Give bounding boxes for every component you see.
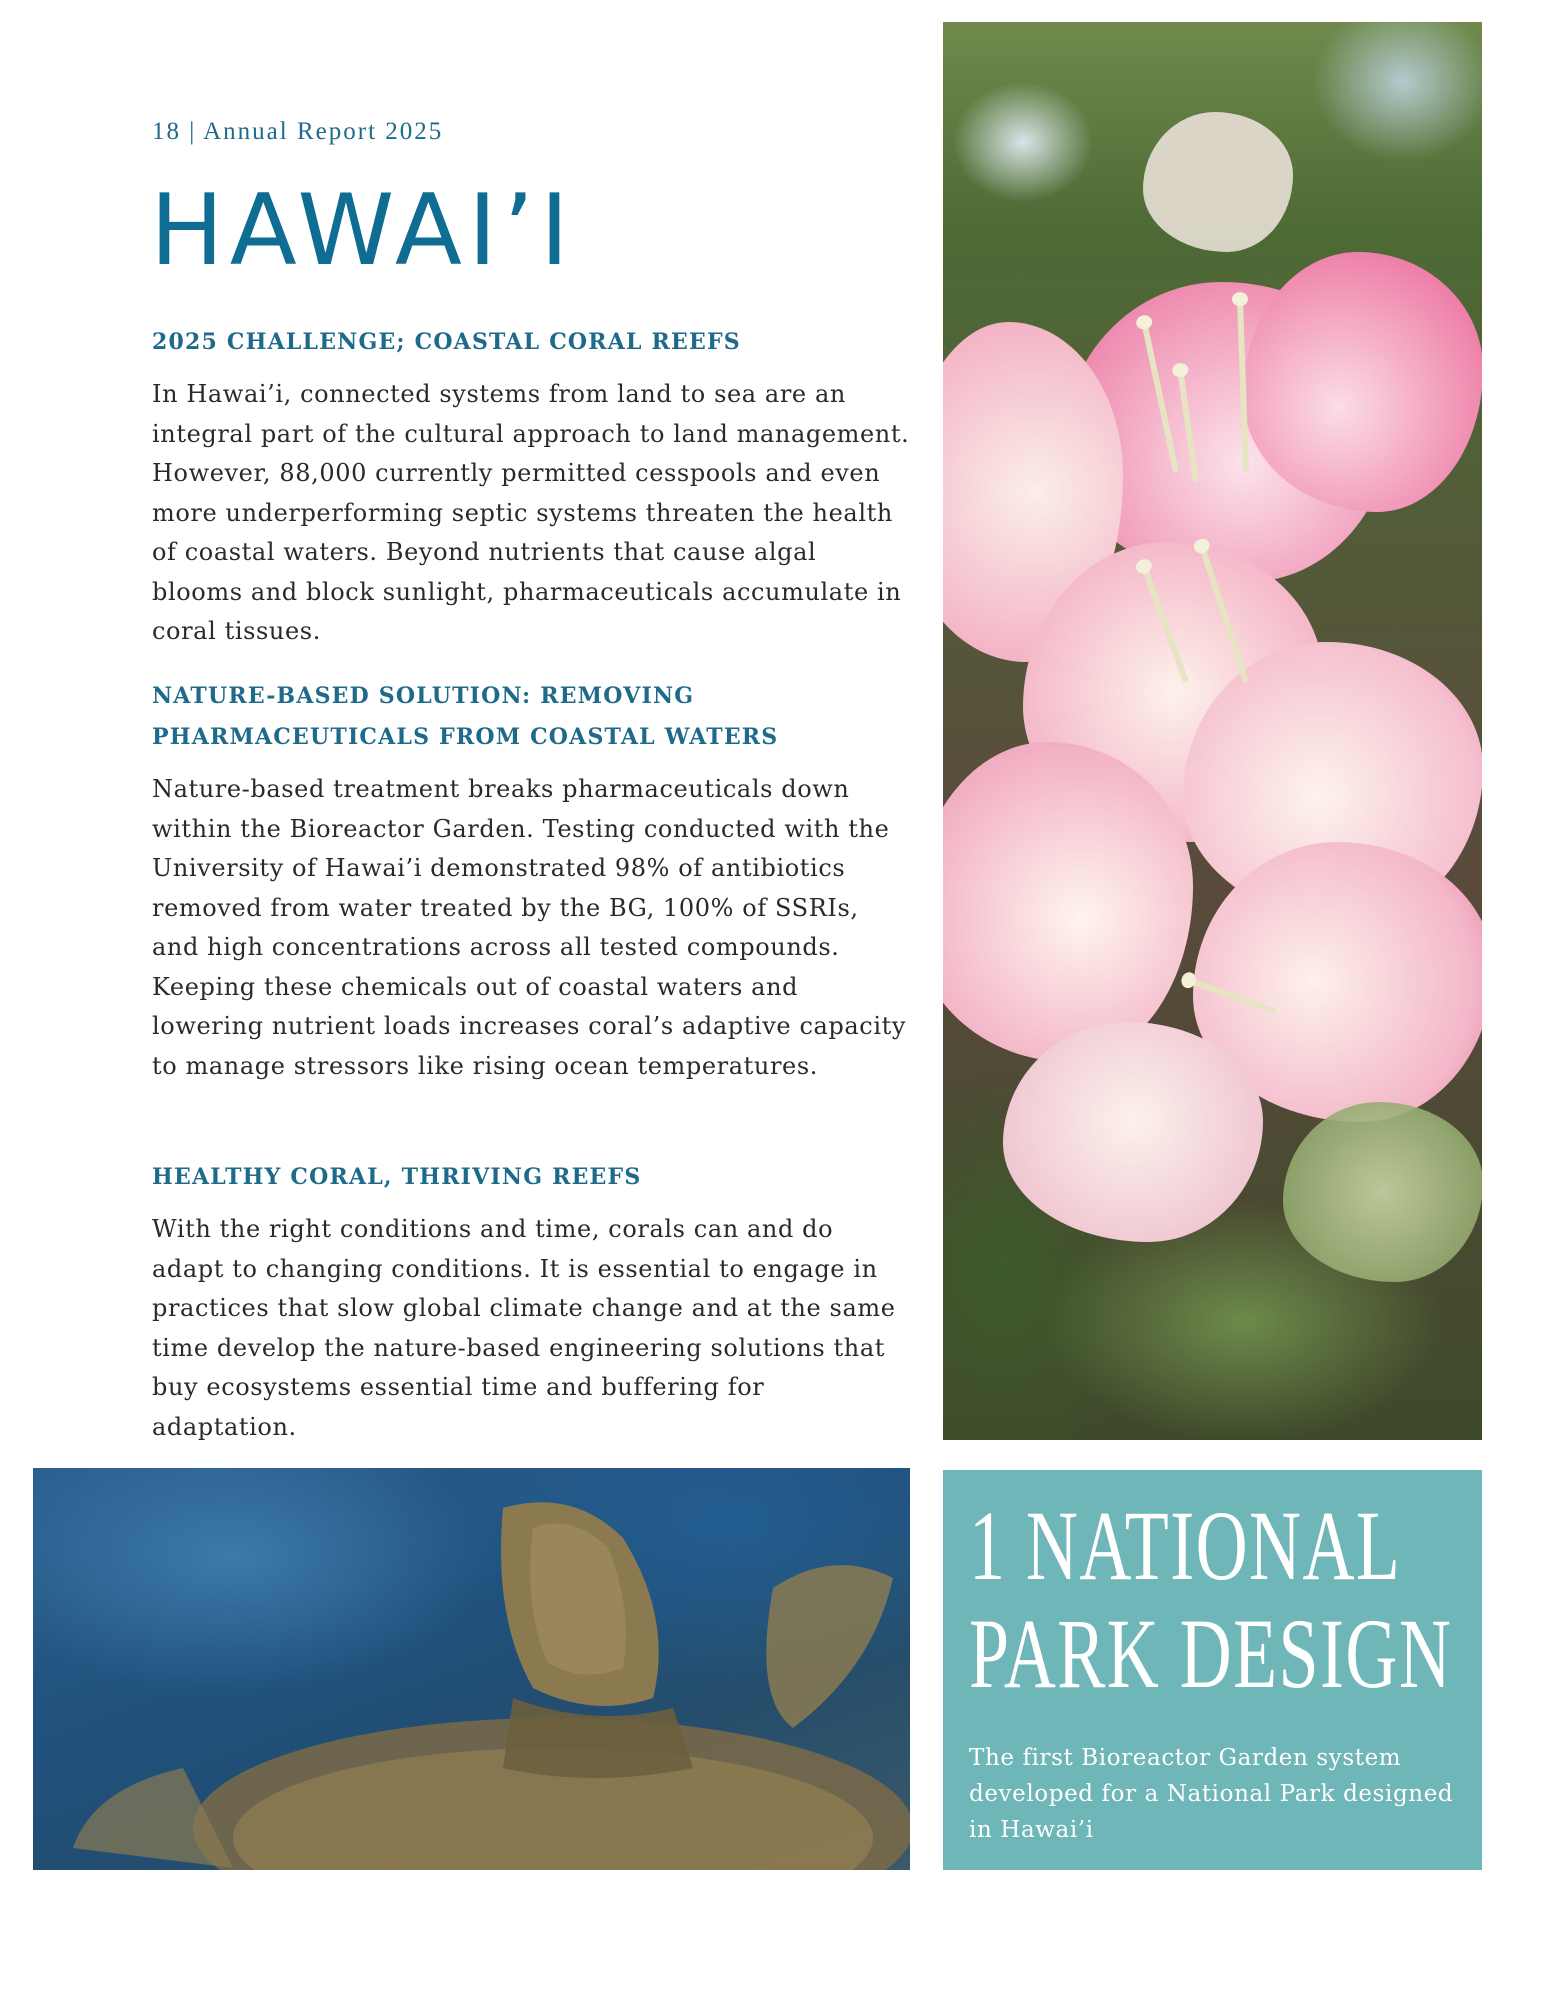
coral-section [152, 1157, 912, 1447]
sea-turtle-illustration [33, 1468, 910, 1870]
highlight-box [943, 1470, 1482, 1870]
section-heading: HEALTHY CORAL, THRIVING REEFS [152, 1164, 642, 1190]
page-title: HAWAI’I [150, 174, 575, 288]
flower-photo [943, 22, 1482, 1440]
section-heading: 2025 CHALLENGE; COASTAL CORAL REEFS [152, 329, 741, 355]
section-body: In Hawai’i, connected systems from land to sea are an integral part of the cultural approach to land management. However, 88,000 currently permitted cesspools and even more underperforming septic systems threaten the health of coastal waters. Beyond nutrients that cause algal blooms and block sunlight, pharmaceuticals accumulate in coral tissues. [152, 380, 910, 645]
challenge-section [152, 322, 912, 652]
highlight-title-line: PARK DESIGN [969, 1598, 1453, 1709]
highlight-title [969, 1490, 1453, 1709]
highlight-title-line: 1 NATIONAL [969, 1490, 1402, 1601]
section-body: Nature-based treatment breaks pharmaceuticals down within the Bioreactor Garden. Testing conducted with the University of Hawai’i demonstrated 98% of antibiotics removed from water treated by the BG, 100% of SSRIs, and high concentrations across all tested compounds. Keeping these chemicals out of coastal waters and lowering nutrient loads increases coral’s adaptive capacity to manage stressors like rising ocean temperatures. [152, 775, 906, 1080]
turtle-photo [33, 1468, 910, 1870]
highlight-description: The first Bioreactor Garden system developed for a National Park designed in Hawai’i [969, 1745, 1454, 1843]
section-body: With the right conditions and time, corals can and do adapt to changing conditions. It is essential to engage in practices that slow global climate change and at the same time develop the nature-based engineering solutions that buy ecosystems essential time and buffering for adaptation. [152, 1215, 896, 1441]
section-heading: NATURE-BASED SOLUTION: REMOVING PHARMACEUTICALS FROM COASTAL WATERS [152, 683, 779, 750]
page-label: 18 | Annual Report 2025 [152, 118, 444, 145]
solution-section [152, 676, 912, 1086]
